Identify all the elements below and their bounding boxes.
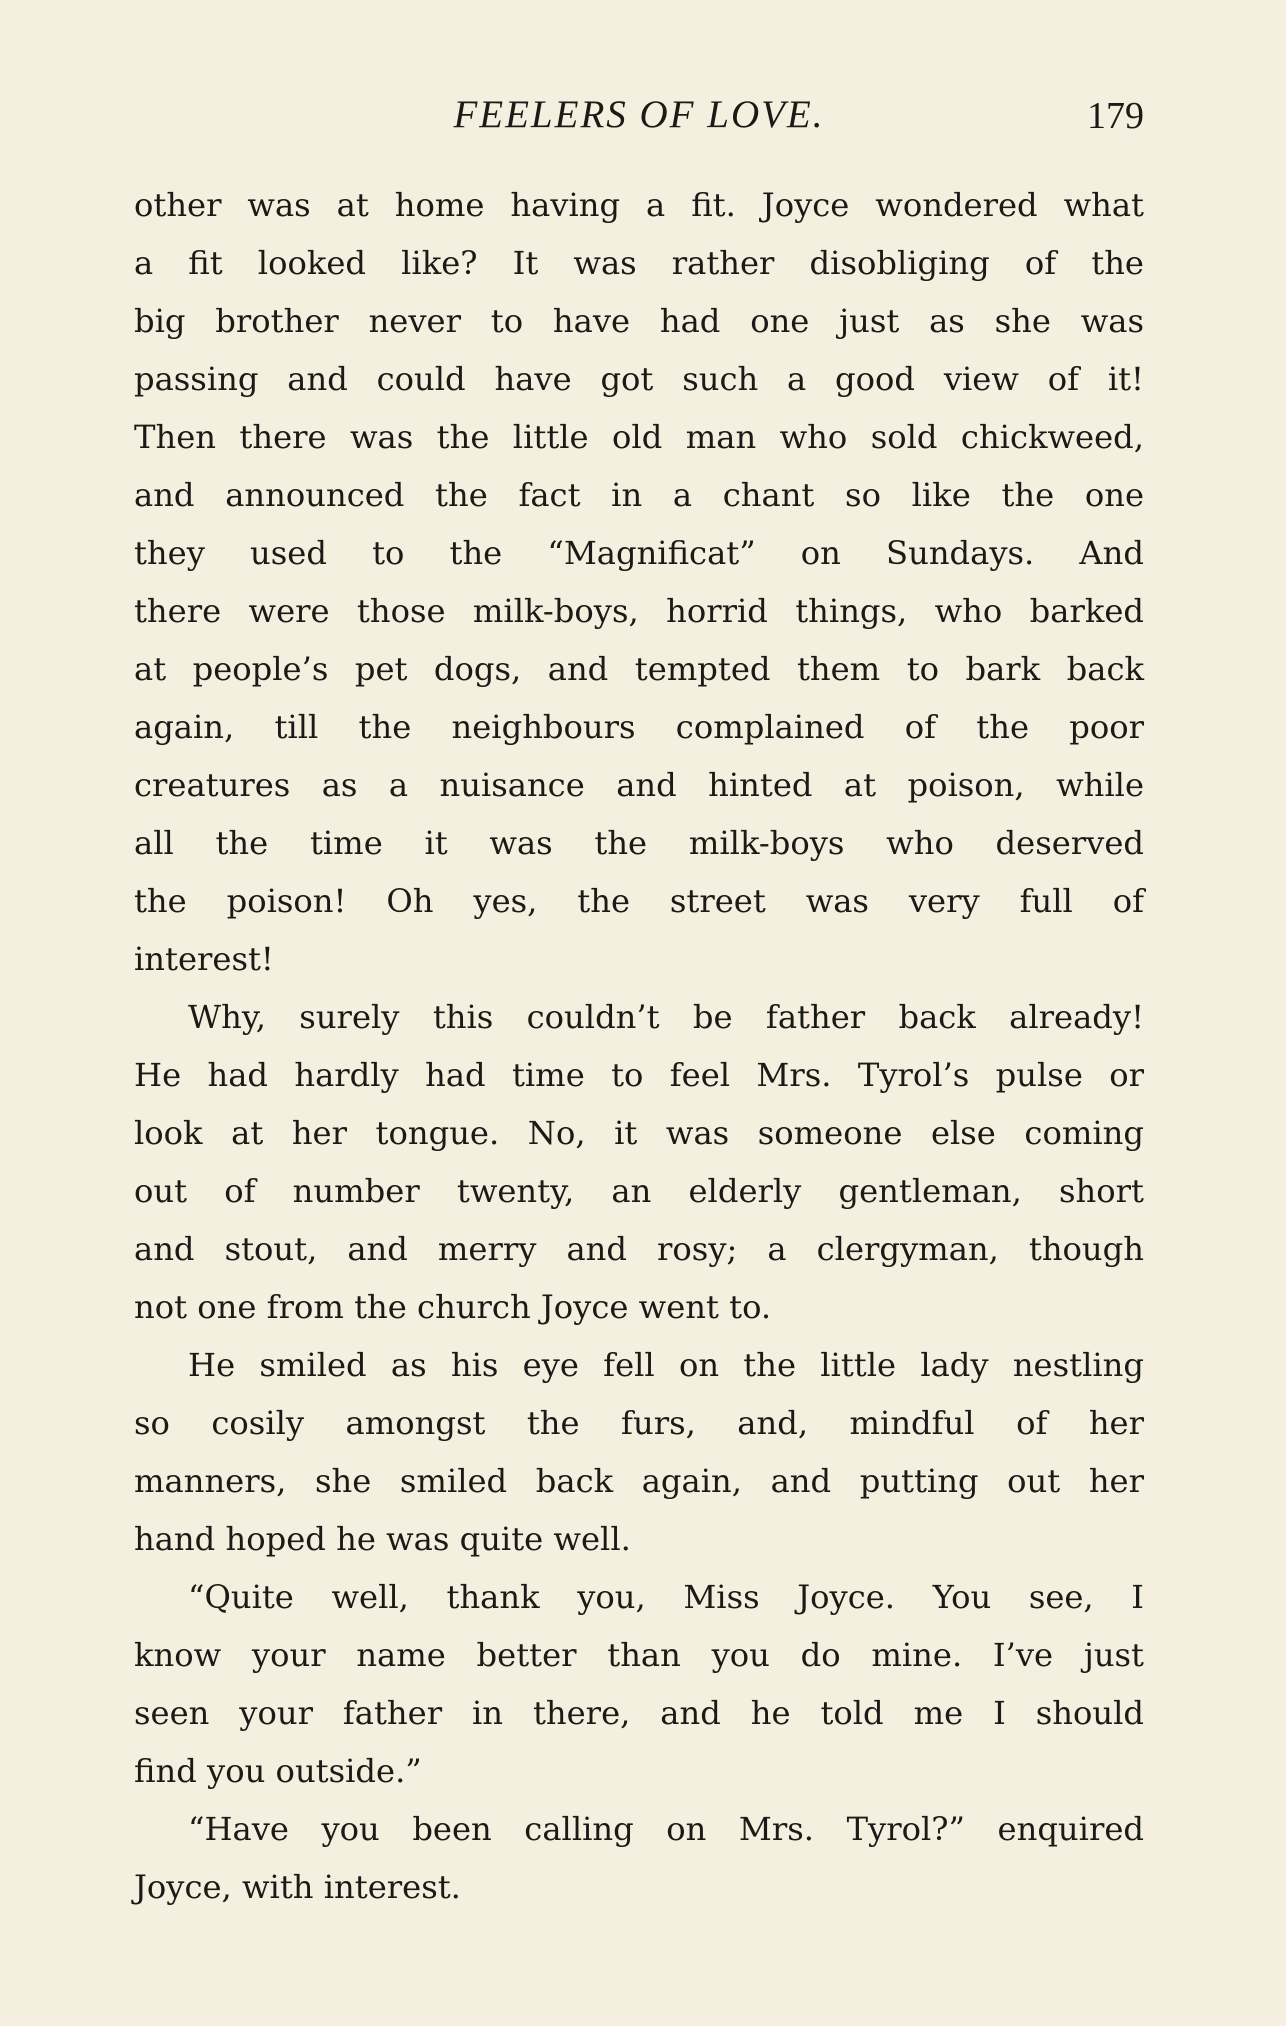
text-line: passing and could have got such a good view of it! [134, 360, 1144, 398]
text-line: He smiled as his eye fell on the little lady nestling [188, 1346, 1144, 1384]
page-number: 179 [1087, 95, 1144, 137]
text-line: a fit looked like? It was rather disobliging of the [134, 244, 1144, 282]
paragraph [134, 1800, 1144, 1916]
text-line: out of number twenty, an elderly gentleman, short [134, 1172, 1144, 1210]
text-line: find you outside.” [134, 1752, 422, 1790]
text-line: Then there was the little old man who sold chickweed, [134, 418, 1144, 456]
text-line: the poison! Oh yes, the street was very full of [134, 882, 1144, 920]
text-line: other was at home having a fit. Joyce wondered what [134, 186, 1144, 224]
text-line: He had hardly had time to feel Mrs. Tyrol’s pulse or [134, 1056, 1144, 1094]
paragraph [134, 1336, 1144, 1568]
text-line: interest! [134, 940, 274, 978]
paragraph [134, 1568, 1144, 1800]
text-line: they used to the “Magnificat” on Sundays. And [134, 534, 1144, 572]
text-line: manners, she smiled back again, and putting out her [134, 1462, 1144, 1500]
text-line: Why, surely this couldn’t be father back already! [188, 998, 1144, 1036]
text-line: know your name better than you do mine. I’ve just [134, 1636, 1144, 1674]
text-line: Joyce, with interest. [134, 1868, 461, 1906]
text-line: there were those milk-boys, horrid things, who barked [134, 592, 1144, 630]
text-line: not one from the church Joyce went to. [134, 1288, 772, 1326]
body-text [134, 176, 1144, 1916]
text-line: again, till the neighbours complained of the poor [134, 708, 1144, 746]
text-line: “Have you been calling on Mrs. Tyrol?” enquired [188, 1810, 1144, 1848]
text-line: and stout, and merry and rosy; a clergyman, though [134, 1230, 1144, 1268]
text-line: hand hoped he was quite well. [134, 1520, 631, 1558]
paragraph [134, 176, 1144, 988]
text-line: seen your father in there, and he told me I should [134, 1694, 1144, 1732]
page-header [134, 88, 1144, 138]
text-line: look at her tongue. No, it was someone else coming [134, 1114, 1144, 1152]
text-line: so cosily amongst the furs, and, mindful of her [134, 1404, 1144, 1442]
running-title: FEELERS OF LOVE. [453, 93, 825, 136]
text-line: creatures as a nuisance and hinted at poison, while [134, 766, 1144, 804]
text-line: big brother never to have had one just as she was [134, 302, 1144, 340]
text-line: at people’s pet dogs, and tempted them to bark back [134, 650, 1144, 688]
text-line: and announced the fact in a chant so like the one [134, 476, 1144, 514]
text-line: “Quite well, thank you, Miss Joyce. You see, I [188, 1578, 1144, 1616]
paragraph [134, 988, 1144, 1336]
text-line: all the time it was the milk-boys who deserved [134, 824, 1144, 862]
